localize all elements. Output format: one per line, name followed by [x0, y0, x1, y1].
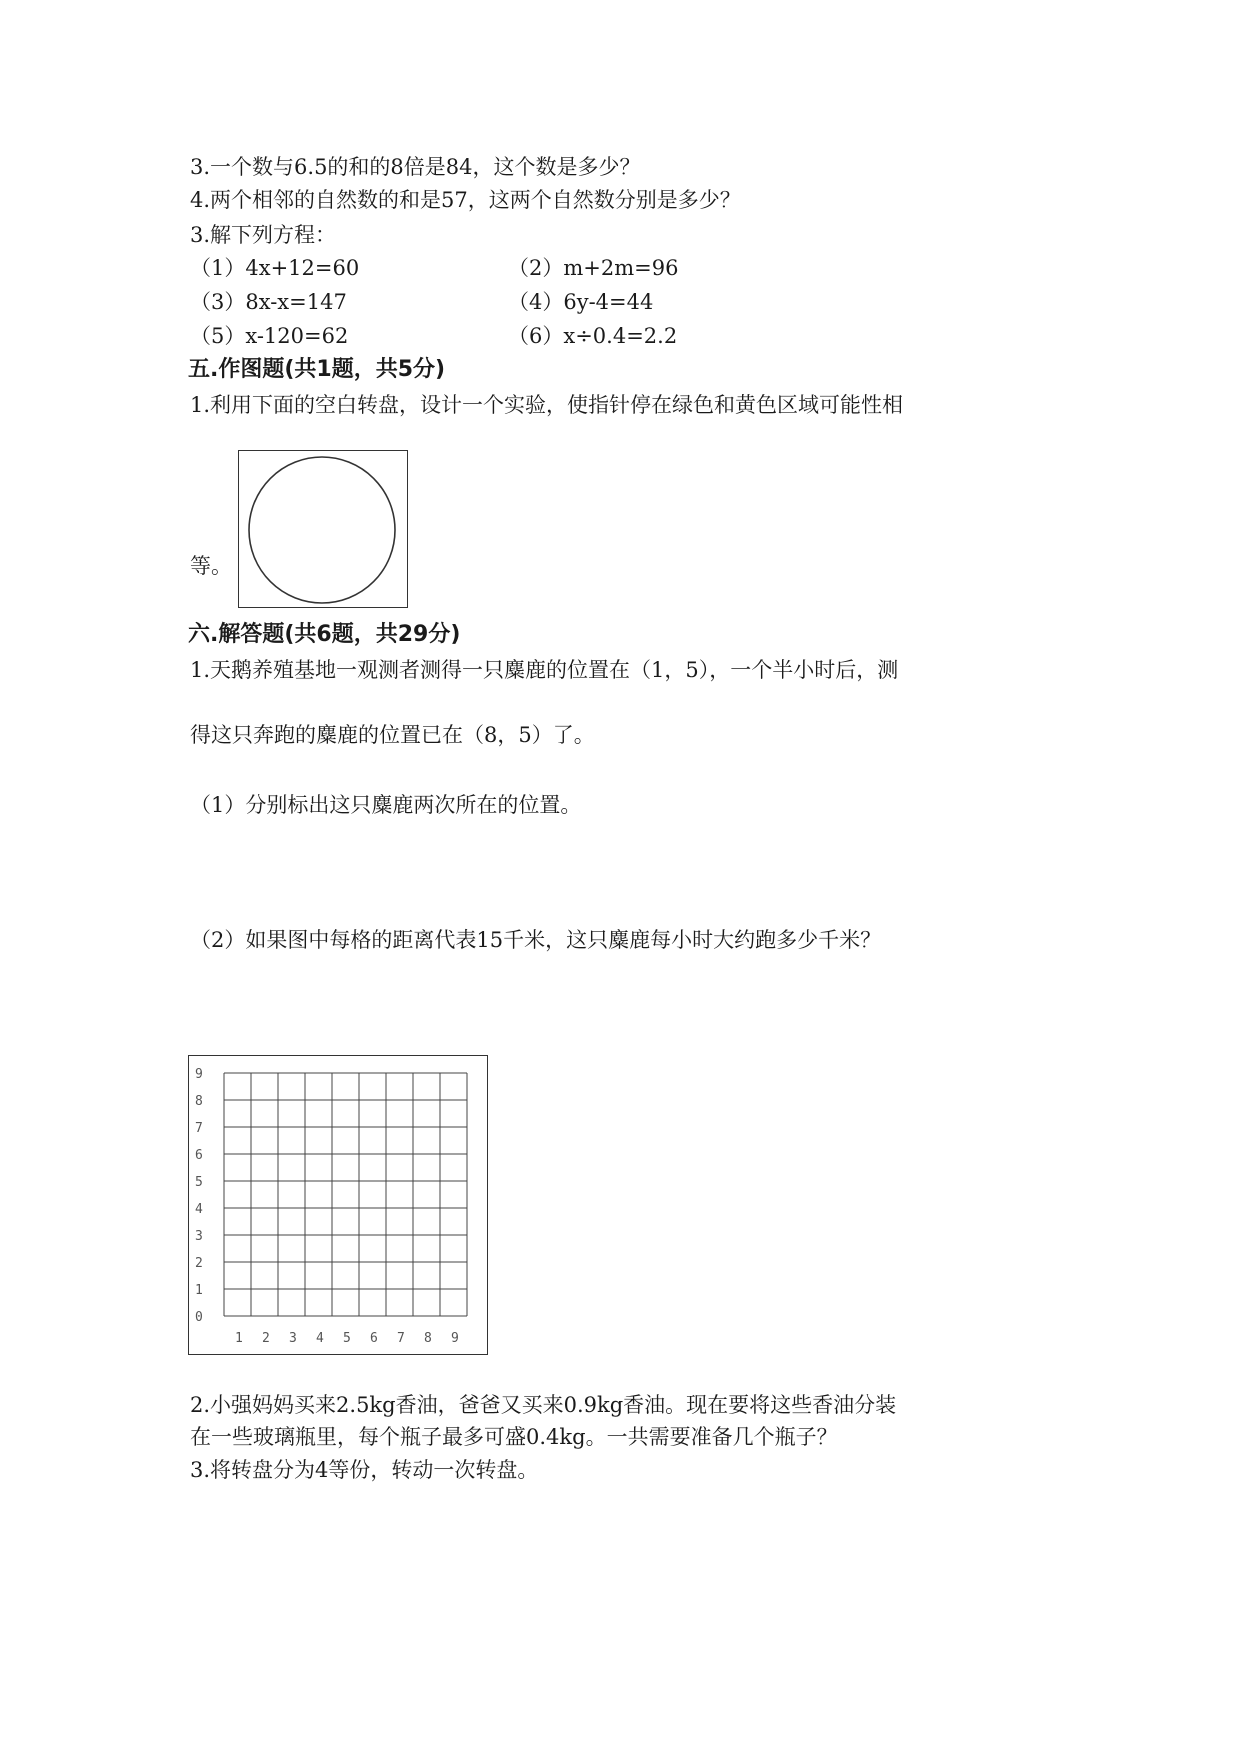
- equation-6: （6）x÷0.4=2.2: [508, 324, 678, 348]
- question-4-4: 4.两个相邻的自然数的和是57，这两个自然数分别是多少？: [190, 188, 741, 212]
- x-tick-label: 4: [316, 1331, 324, 1346]
- question-4-3: 3.一个数与6.5的和的8倍是84，这个数是多少？: [190, 155, 641, 179]
- equation-4: （4）6y-4=44: [508, 290, 654, 314]
- section-5-heading: 五.作图题(共1题，共5分): [188, 357, 446, 382]
- equation-2: （2）m+2m=96: [508, 256, 679, 280]
- x-tick-label: 1: [235, 1331, 243, 1346]
- x-tick-label: 9: [451, 1331, 459, 1346]
- x-tick-label: 6: [370, 1331, 378, 1346]
- equation-3: （3）8x-x=147: [190, 290, 347, 314]
- x-tick-label: 7: [397, 1331, 405, 1346]
- section-6-heading: 六.解答题(共6题，共29分): [188, 622, 461, 647]
- coordinate-grid: [189, 1056, 489, 1356]
- section-5-question-1-line-2: 等。: [190, 554, 232, 578]
- x-tick-label: 2: [262, 1331, 270, 1346]
- section-6-question-1-line-1: 1.天鹅养殖基地一观测者测得一只麋鹿的位置在（1，5），一个半小时后，测: [190, 658, 899, 682]
- y-tick-label: 7: [195, 1121, 203, 1136]
- y-tick-label: 5: [195, 1175, 203, 1190]
- blank-spinner-figure: [238, 450, 408, 608]
- coordinate-grid-figure: [188, 1055, 488, 1355]
- y-tick-label: 1: [195, 1283, 203, 1298]
- section-6-question-1-part-1: （1）分别标出这只麋鹿两次所在的位置。: [190, 793, 582, 817]
- x-tick-label: 8: [424, 1331, 432, 1346]
- section-6-question-2-line-1: 2.小强妈妈买来2.5kg香油，爸爸又买来0.9kg香油。现在要将这些香油分装: [190, 1393, 897, 1417]
- x-tick-label: 3: [289, 1331, 297, 1346]
- section-6-question-2-line-2: 在一些玻璃瓶里，每个瓶子最多可盛0.4kg。一共需要准备几个瓶子？: [190, 1425, 838, 1449]
- section-6-question-3: 3.将转盘分为4等份，转动一次转盘。: [190, 1458, 539, 1482]
- spinner-circle: [249, 457, 395, 603]
- solve-equations-title: 3.解下列方程：: [190, 223, 337, 247]
- equation-5: （5）x-120=62: [190, 324, 349, 348]
- section-5-question-1-line-1: 1.利用下面的空白转盘，设计一个实验，使指针停在绿色和黄色区域可能性相: [190, 393, 904, 417]
- y-tick-label: 9: [195, 1067, 203, 1082]
- equation-1: （1）4x+12=60: [190, 256, 360, 280]
- y-tick-label: 3: [195, 1229, 203, 1244]
- x-tick-label: 5: [343, 1331, 351, 1346]
- y-tick-label: 6: [195, 1148, 203, 1163]
- section-6-question-1-part-2: （2）如果图中每格的距离代表15千米，这只麋鹿每小时大约跑多少千米？: [190, 928, 882, 952]
- y-tick-label: 8: [195, 1094, 203, 1109]
- section-6-question-1-line-2: 得这只奔跑的麋鹿的位置已在（8，5）了。: [190, 723, 595, 747]
- y-tick-label: 0: [195, 1310, 203, 1325]
- y-tick-label: 2: [195, 1256, 203, 1271]
- y-tick-label: 4: [195, 1202, 203, 1217]
